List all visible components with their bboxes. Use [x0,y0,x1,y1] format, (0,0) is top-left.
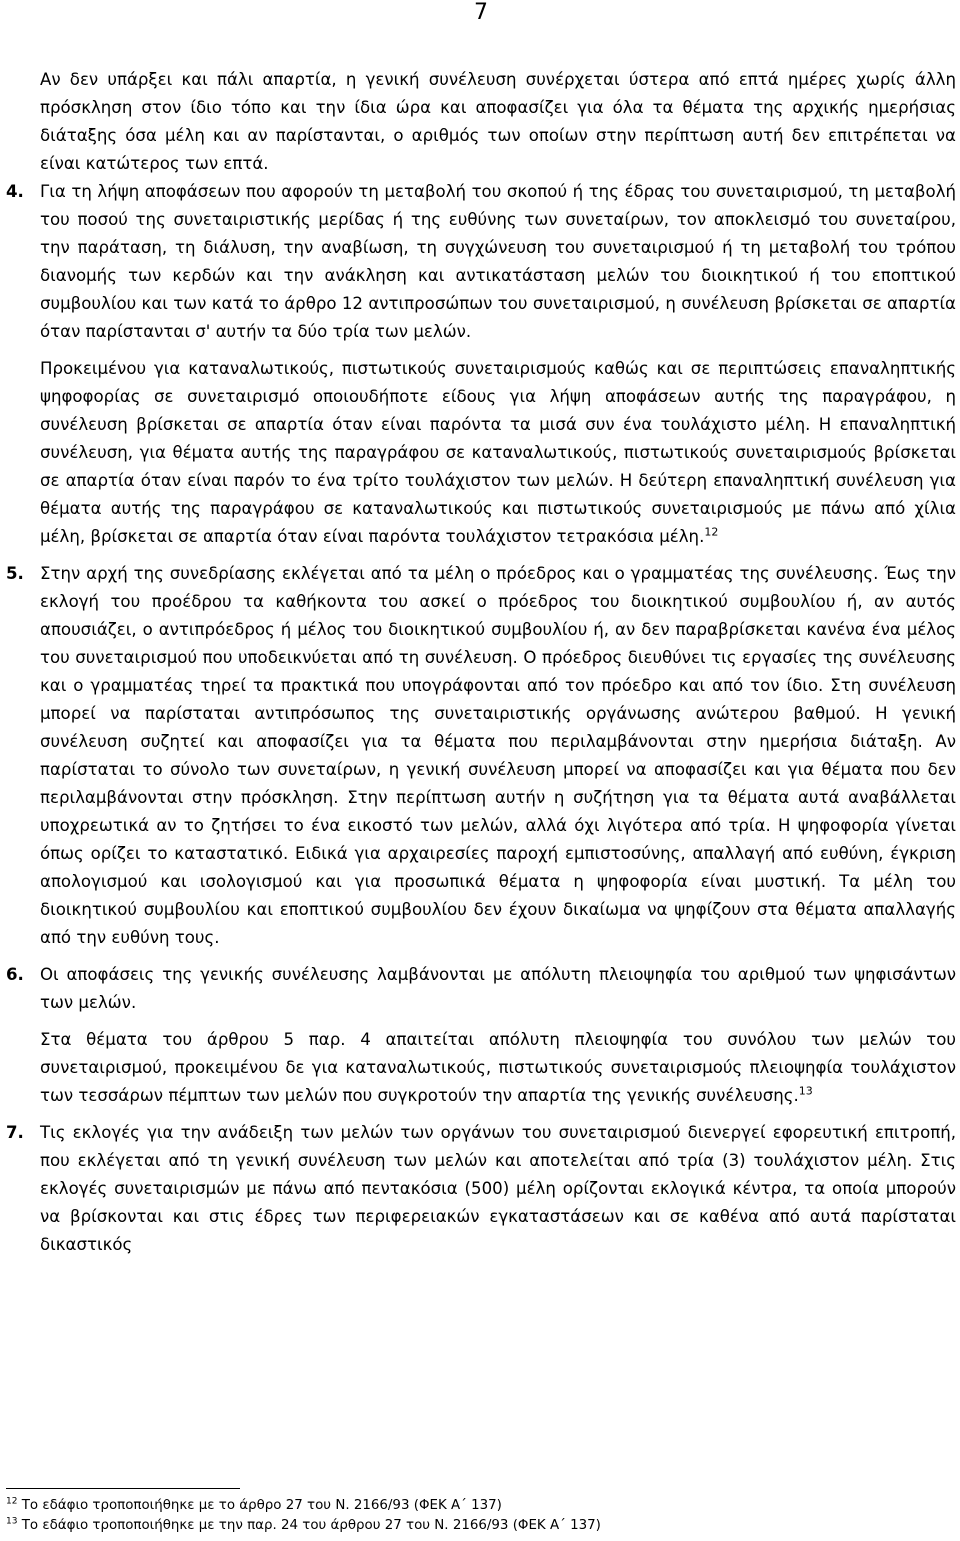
footnote-text: Το εδάφιο τροποποιήθηκε με την παρ. 24 του άρθρου 27 του Ν. 2166/93 (ΦΕΚ Α΄ 137) [21,1518,601,1533]
footnote-12 [6,1496,946,1516]
list-item-7 [6,1119,956,1259]
item-6-continuation [40,1026,956,1110]
item-number: 5. [6,564,24,583]
continuation-text: Προκειμένου για καταναλωτικούς, πιστωτικούς συνεταιρισμούς καθώς και σε περιπτώσεις επαναληπτικής ψηφοφορίας σε συνεταιρισμό οποιουδήποτε είδους για λήψη αποφάσεων αυτής της παραγράφου, η συνέλευση βρίσκεται σε απαρτία όταν είναι παρόντα τα μισά συν ένα τουλάχιστο μέλη. Η επαναληπτική συνέλευση, για θέματα αυτής της παραγράφου σε καταναλωτικούς, πιστωτικούς συνεταιρισμούς βρίσκεται σε απαρτία όταν είναι παρόν το ένα τρίτο τουλάχιστον των μελών. Η δεύτερη επαναληπτική συνέλευση για θέματα αυτής της παραγράφου σε καταναλωτικούς και πιστωτικούς συνεταιρισμούς με πάνω από χίλια μέλη, βρίσκεται σε απαρτία όταν είναι παρόντα τουλάχιστον τετρακόσια μέλη. [40,359,956,546]
list-item-6 [6,961,956,1017]
item-text: Για τη λήψη αποφάσεων που αφορούν τη μεταβολή του σκοπού ή της έδρας του συνεταιρισμού, τη μεταβολή του ποσού της συνεταιριστικής μερίδας ή της ευθύνης των συνεταίρων, τον αποκλεισμό του συνεταίρου, την παράταση, τη διάλυση, την αναβίωση, τη συγχώνευση του συνεταιρισμού ή τη μεταβολή του τρόπου διανομής των κερδών και την ανάκληση και αντικατάσταση μελών του διοικητικού ή του εποπτικού συμβουλίου και των κατά το άρθρο 12 αντιπροσώπων του συνεταιρισμού, η συνέλευση βρίσκεται σε απαρτία όταν παρίστανται σ' αυτήν τα δύο τρία των μελών. [40,182,956,341]
document-body [6,66,956,1268]
item-number: 7. [6,1123,24,1142]
item-4-continuation [40,355,956,551]
footnote-divider [6,1488,240,1489]
footnote-ref-13[interactable]: 13 [798,1084,813,1098]
item-text: Οι αποφάσεις της γενικής συνέλευσης λαμβάνονται με απόλυτη πλειοψηφία του αριθμού των ψηφισάντων των μελών. [40,965,956,1012]
item-text: Τις εκλογές για την ανάδειξη των μελών των οργάνων του συνεταιρισμού διενεργεί εφορευτική επιτροπή, που εκλέγεται από τη γενική συνέλευση των μελών και αποτελείται από τρία (3) τουλάχιστον μέλη. Στις εκλογές συνεταιρισμών με πάνω από πεντακόσια (500) μέλη ορίζονται εκλογικά κέντρα, τα οποία μπορούν να βρίσκονται και στις έδρες των περιφερειακών εγκαταστάσεων και σε καθένα από αυτά παρίσταται δικαστικός [40,1123,956,1254]
item-number: 4. [6,182,24,201]
item-number: 6. [6,965,24,984]
list-item-5 [6,560,956,952]
footnote-13 [6,1516,946,1536]
continuation-text: Στα θέματα του άρθρου 5 παρ. 4 απαιτείται απόλυτη πλειοψηφία του συνόλου των μελών του συνεταιρισμού, προκειμένου δε για καταναλωτικούς, πιστωτικούς συνεταιρισμούς πλειοψηφία τουλάχιστον των τεσσάρων πέμπτων των μελών που συγκροτούν την απαρτία της γενικής συνέλευσης. [40,1030,956,1105]
page-number: 7 [474,0,488,25]
footnotes [6,1496,946,1536]
footnote-marker: 12 [6,1496,18,1507]
footnote-ref-12[interactable]: 12 [704,525,719,539]
footnote-marker: 13 [6,1516,18,1527]
item-text: Στην αρχή της συνεδρίασης εκλέγεται από τα μέλη ο πρόεδρος και ο γραμματέας της συνέλευσης. Έως την εκλογή του προέδρου τα καθήκοντα του ασκεί ο πρόεδρος του διοικητικού συμβουλίου ή, αν αυτός απουσιάζει, ο αντιπρόεδρος ή μέλος του διοικητικού συμβουλίου ή, αν δεν παραβρίσκεται κανένα ένα μέλος του συνεταιρισμού που υποδεικνύεται από τη συνέλευση. Ο πρόεδρος διευθύνει τις εργασίες της συνέλευσης και ο γραμματέας τηρεί τα πρακτικά που υπογράφονται από τον πρόεδρο και από τον ίδιο. Στη συνέλευση μπορεί να παρίσταται αντιπρόσωπος της συνεταιριστικής οργάνωσης ανώτερου βαθμού. Η γενική συνέλευση συζητεί και αποφασίζει για τα θέματα που περιλαμβάνονται στην ημερήσια διάταξη. Αν παρίσταται το σύνολο των συνεταίρων, η γενική συνέλευση μπορεί να αποφασίζει και για θέματα που δεν περιλαμβάνονται στην πρόσκληση. Στην περίπτωση αυτήν η συζήτηση για τα θέματα αυτά αναβάλλεται υποχρεωτικά αν το ζητήσει το ένα εικοστό των μελών, αλλά όχι λιγότερα από τρία. Η ψηφοφορία γίνεται όπως ορίζει το καταστατικό. Ειδικά για αρχαιρεσίες παροχή εμπιστοσύνης, απαλλαγή από ευθύνη, έγκριση απολογισμού και ισολογισμού και για προσωπικά θέματα η ψηφοφορία είναι μυστική. Τα μέλη του διοικητικού συμβουλίου και εποπτικού συμβουλίου δεν έχουν δικαίωμα να ψηφίζουν στα θέματα απαλλαγής από την ευθύνη τους. [40,564,956,947]
list-item-4 [6,178,956,346]
footnote-text: Το εδάφιο τροποποιήθηκε με το άρθρο 27 του Ν. 2166/93 (ΦΕΚ Α΄ 137) [21,1498,502,1513]
intro-paragraph: Αν δεν υπάρξει και πάλι απαρτία, η γενική συνέλευση συνέρχεται ύστερα από επτά ημέρες χωρίς άλλη πρόσκληση στον ίδιο τόπο και την ίδια ώρα και αποφασίζει για όλα τα θέματα της αρχικής ημερήσιας διάταξης όσα μέλη και αν παρίστανται, ο αριθμός των οποίων στην περίπτωση αυτή δεν επιτρέπεται να είναι κατώτερος των επτά. [40,70,956,173]
